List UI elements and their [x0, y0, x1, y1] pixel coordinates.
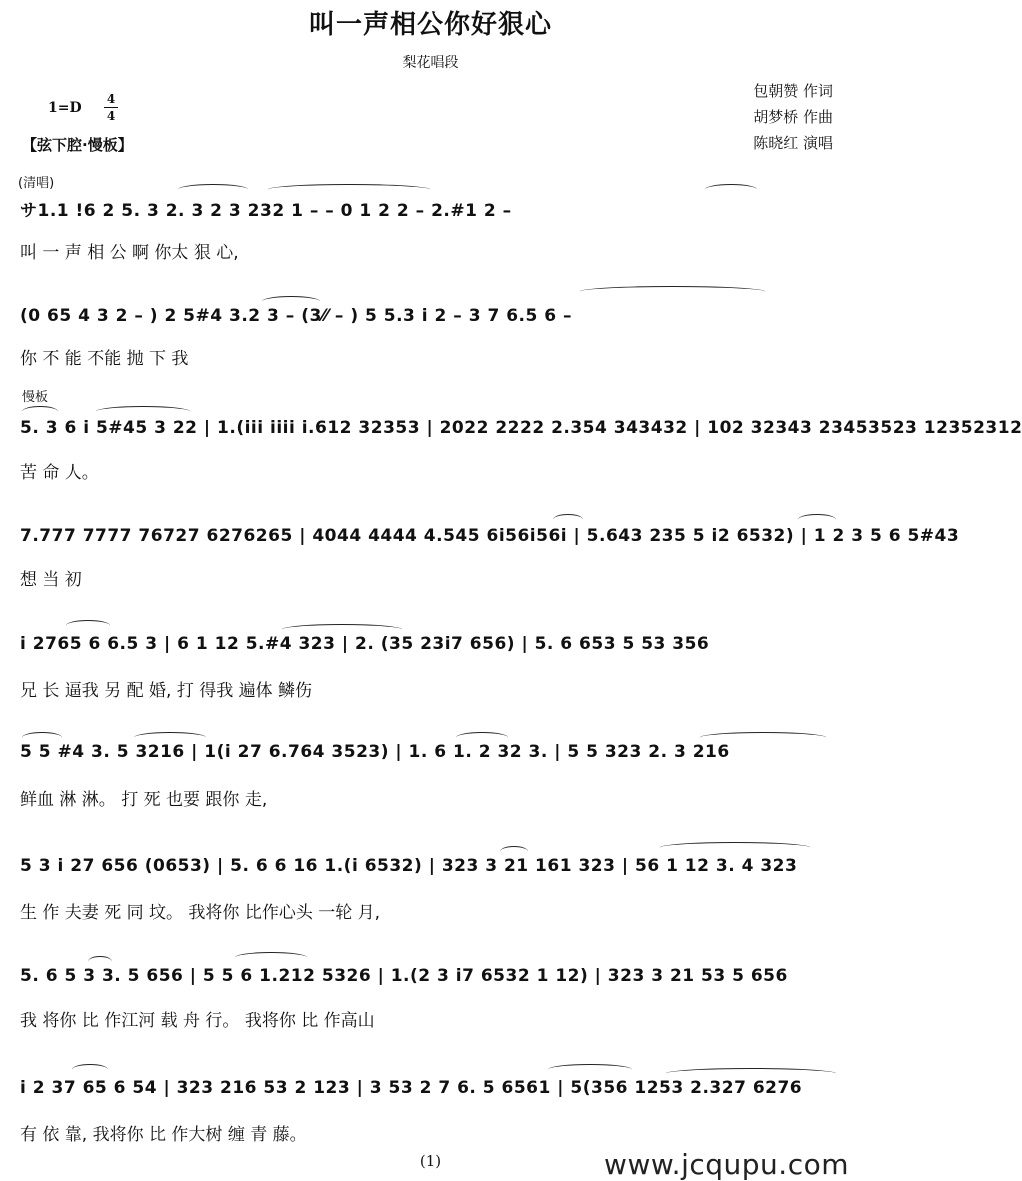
- lyrics-line: 鲜血 淋 淋。 打 死 也要 跟你 走,: [20, 790, 268, 810]
- slur-mark: [666, 1068, 836, 1079]
- credits: [753, 78, 833, 156]
- time-signature-bottom: 4: [106, 109, 116, 123]
- slur-mark: [96, 406, 190, 417]
- song-title: 叫一声相公你好狠心: [308, 10, 552, 40]
- lyrics-line: 苦 命 人。: [20, 463, 99, 483]
- lyrics-line: 你 不 能 不能 抛 下 我: [20, 349, 189, 369]
- slur-mark: [88, 956, 112, 967]
- notation-line: 5 5 #4 3. 5 3216 | 1(i 27 6.764 3523) | 1. 6 1. 2 32 3. | 5 5 323 2. 3 216: [20, 742, 730, 762]
- tempo-marking: 【弦下腔·慢板】: [22, 136, 133, 154]
- lyrics-line: 有 依 靠, 我将你 比 作大树 缠 青 藤。: [20, 1125, 307, 1145]
- line-label: 慢板: [22, 390, 49, 405]
- slur-mark: [660, 842, 810, 853]
- slur-mark: [72, 1064, 108, 1075]
- time-signature-bar: [104, 107, 118, 108]
- lyrics-line: 想 当 初: [20, 570, 82, 590]
- singer-credit: 陈晓红 演唱: [753, 134, 833, 152]
- song-subtitle: 梨花唱段: [402, 55, 459, 71]
- slur-mark: [22, 732, 62, 743]
- time-signature: [104, 92, 118, 123]
- slur-mark: [580, 286, 765, 297]
- notation-line: i 2765 6 6.5 3 | 6 1 12 5.#4 323 | 2. (35 23i7 656) | 5. 6 653 5 53 356: [20, 634, 710, 654]
- notation-line: 7.777 7777 76727 6276265 | 4044 4444 4.545 6i56i56i | 5.643 235 5 i2 6532) | 1 2 3 5 6 5#43: [20, 526, 960, 546]
- page-number: (1): [419, 1152, 442, 1170]
- notation-line: 5. 6 5 3 3. 5 656 | 5 5 6 1.212 5326 | 1.(2 3 i7 6532 1 12) | 323 3 21 53 5 656: [20, 966, 788, 986]
- slur-mark: [798, 514, 836, 525]
- time-signature-top: 4: [106, 92, 116, 106]
- notation-line: 5 3 i 27 656 (0653) | 5. 6 6 16 1.(i 6532) | 323 3 21 161 323 | 56 1 12 3. 4 323: [20, 856, 798, 876]
- slur-mark: [66, 620, 110, 631]
- lyrics-line: 叫 一 声 相 公 啊 你太 狠 心,: [20, 243, 239, 263]
- slur-mark: [178, 184, 248, 195]
- line-label: (清唱): [18, 176, 55, 191]
- slur-mark: [705, 184, 757, 195]
- slur-mark: [282, 624, 402, 635]
- lyrics-line: 生 作 夫妻 死 同 坟。 我将你 比作心头 一轮 月,: [20, 903, 381, 923]
- notation-line: 5. 3 6 i 5#45 3 22 | 1.(iii iiii i.612 32353 | 2022 2222 2.354 343432 | 102 32343 23453523 12352312: [20, 418, 1022, 438]
- site-watermark: www.jcqupu.com: [604, 1148, 849, 1181]
- slur-mark: [262, 296, 320, 307]
- slur-mark: [500, 846, 528, 857]
- key-signature: 1=D: [48, 100, 82, 116]
- slur-mark: [235, 952, 307, 963]
- notation-line: i 2 37 65 6 54 | 323 216 53 2 123 | 3 53 2 7 6. 5 6561 | 5(356 1253 2.327 6276: [20, 1078, 803, 1098]
- lyrics-line: 兄 长 逼我 另 配 婚, 打 得我 遍体 鳞伤: [20, 681, 313, 701]
- slur-mark: [553, 514, 583, 525]
- slur-mark: [134, 732, 206, 743]
- slur-mark: [22, 406, 58, 417]
- slur-mark: [700, 732, 826, 743]
- lyrics-line: 我 将你 比 作江河 载 舟 行。 我将你 比 作高山: [20, 1011, 375, 1031]
- lyricist-credit: 包朝赞 作词: [753, 82, 833, 100]
- slur-mark: [548, 1064, 632, 1075]
- notation-line: サ1.1 !6 2 5. 3 2. 3 2 3 232 1 – – 0 1 2 2 – 2.#1 2 –: [20, 201, 512, 221]
- composer-credit: 胡梦桥 作曲: [753, 108, 833, 126]
- slur-mark: [456, 732, 508, 743]
- notation-line: (0 65 4 3 2 – ) 2 5#4 3.2 3 – (3⁄⁄ – ) 5 5.3 i 2 – 3 7 6.5 6 –: [20, 306, 572, 326]
- slur-mark: [268, 184, 430, 195]
